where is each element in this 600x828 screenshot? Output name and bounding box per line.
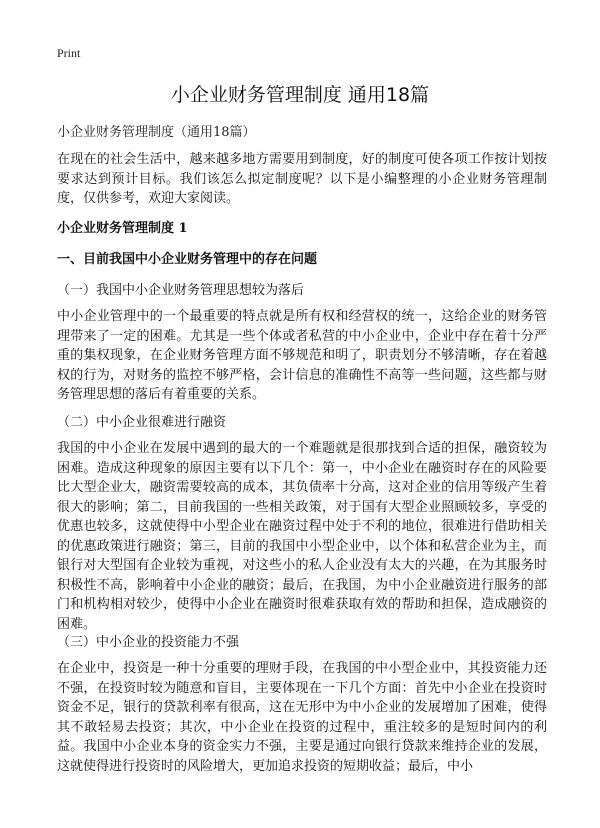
subheading-1: （一）我国中小企业财务管理思想较为落后 bbox=[57, 283, 305, 298]
subheading-2: （二）中小企业很难进行融资 bbox=[57, 415, 227, 430]
document-subtitle: 小企业财务管理制度（通用18篇） bbox=[57, 125, 256, 140]
part-title: 一、目前我国中小企业财务管理中的存在问题 bbox=[57, 252, 318, 267]
print-label: Print bbox=[57, 46, 81, 60]
subheading-3: （三）中小企业的投资能力不强 bbox=[57, 635, 240, 650]
paragraph-3: 在企业中，投资是一种十分重要的理财手段，在我国的中小型企业中，其投资能力还不强，在投资时较为随意和盲目，主要体现在一下几个方面：首先中小企业在投资时资金不足，银行的贷款利率有很高，这在无形中为中小企业的发展增加了困难，使得其不敢轻易去投资；其次，中小企业在投资的过程中，重注较多的是短时间内的利益。我国中小企业本身的资金实力不强，主要是通过向银行贷款来维持企业的发展，这就使得进行投资时的风险增大，更加追求投资的短期收益；最后，中小 bbox=[57, 661, 547, 774]
paragraph-1: 中小企业管理中的一个最重要的特点就是所有权和经营权的统一，这给企业的财务管理带来了一定的困难。尤其是一些个体或者私营的中小企业中，企业中存在着十分严重的集权现象，在企业财务管理方面不够规范和明了，职责划分不够清晰，存在着越权的行为，对财务的监控不够严格，会计信息的准确性不高等一些问题，这些都与财务管理思想的落后有着重要的关系。 bbox=[57, 309, 547, 402]
page-title: 小企业财务管理制度 通用18篇 bbox=[170, 84, 430, 106]
paragraph-2: 我国的中小企业在发展中遇到的最大的一个难题就是很那找到合适的担保，融资较为困难。造成这种现象的原因主要有以下几个：第一，中小企业在融资时存在的风险要比大型企业大，融资需要较高的成本，其负债率十分高，这对企业的信用等级产生着很大的影响；第二，目前我国的一些相关政策，对于国有大型企业照顾较多，享受的优惠也较多，这就使得中小型企业在融资过程中处于不利的地位，很难进行借助相关的优惠政策进行融资；第三，目前的我国中小型企业中，以个体和私营企业为主，而银行对大型国有企业较为重视，对这些小的私人企业没有太大的兴趣，在为其服务时积极性不高，影响着中小企业的融资；最后，在我国，为中小企业融资进行服务的部门和机构相对较少，使得中小企业在融资时很难获取有效的帮助和担保，造成融资的困难。 bbox=[57, 441, 547, 632]
section-title: 小企业财务管理制度 1 bbox=[57, 221, 188, 236]
intro-paragraph: 在现在的社会生活中，越来越多地方需要用到制度，好的制度可使各项工作按计划按要求达到预计目标。我们该怎么拟定制度呢？以下是小编整理的小企业财务管理制度，仅供参考，欢迎大家阅读。 bbox=[57, 152, 547, 206]
